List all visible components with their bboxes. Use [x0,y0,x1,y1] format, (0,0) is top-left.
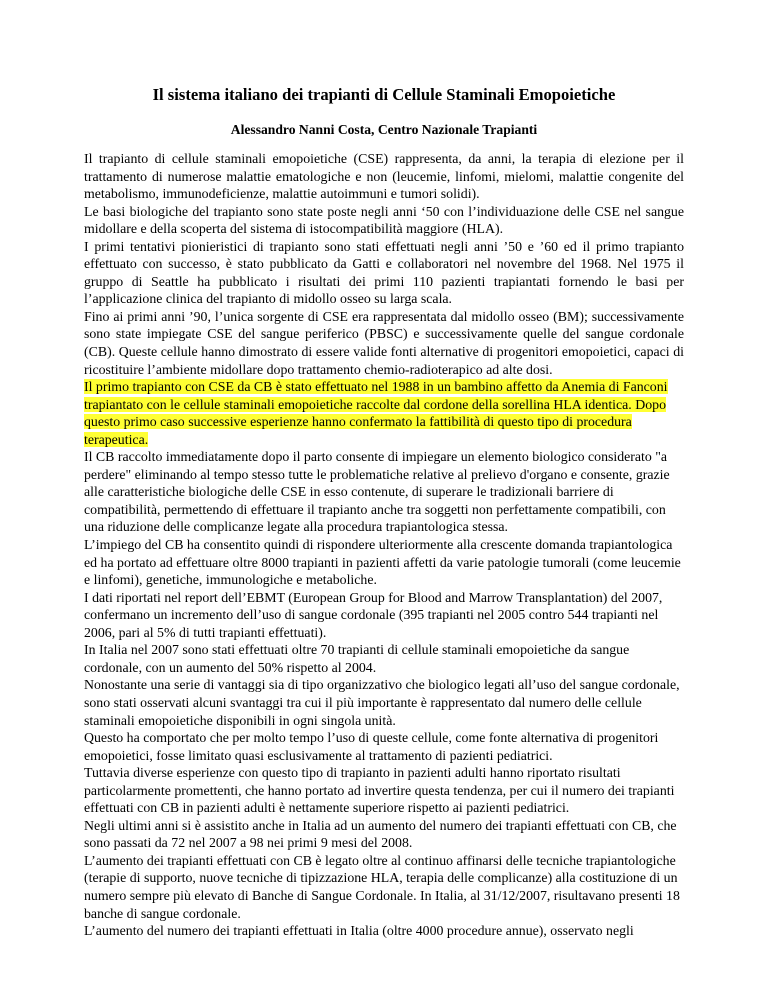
paragraph: I primi tentativi pionieristici di trapianto sono stati effettuati negli anni ’50 e ’60 ed il primo trapianto effettuato con successo, è stato pubblicato da Gatti e collaboratori nel novembre del 1968. Nel 1975 il gruppo di Seattle ha pubblicato i risultati dei primi 110 pazienti trapiantati fornendo le basi per l’applicazione clinica del trapianto di midollo osseo su larga scala. [84,238,684,307]
highlighted-paragraph [84,378,684,448]
document-body [84,150,684,940]
paragraph: I dati riportati nel report dell’EBMT (European Group for Blood and Marrow Transplantation) del 2007, confermano un incremento dell’uso di sangue cordonale (395 trapianti nel 2005 contro 544 trapianti nel 2006, pari al 5% di tutti trapianti effettuati). [84,589,663,640]
paragraph: L’impiego del CB ha consentito quindi di rispondere ulteriormente alla crescente domanda trapiantologica ed ha portato ad effettuare oltre 8000 trapianti in pazienti affetti da varie patologie tumorali (come leucemie e linfomi), genetiche, immunologiche e metaboliche. [84,537,681,588]
paragraph: Le basi biologiche del trapianto sono state poste negli anni ‘50 con l’individuazione delle CSE nel sangue midollare e della scoperta del sistema di istocompatibilità maggiore (HLA). [84,203,684,237]
paragraph: L’aumento del numero dei trapianti effettuati in Italia (oltre 4000 procedure annue), osservato negli [84,923,634,939]
paragraph: L’aumento dei trapianti effettuati con CB è legato oltre al continuo affinarsi delle tecniche trapiantologiche (terapie di supporto, nuove tecniche di tipizzazione HLA, terapia delle complicanze) alla costituzione di un numero sempre più elevato di Banche di Sangue Cordonale. In Italia, al 31/12/2007, risultavano presenti 18 banche di sangue cordonale. [84,852,680,921]
paragraph: Fino ai primi anni ’90, l’unica sorgente di CSE era rappresentata dal midollo osseo (BM); successivamente sono state impiegate CSE del sangue periferico (PBSC) e successivamente quelle del sangue cordonale (CB). Queste cellule hanno dimostrato di essere valide fonti alternative di progenitori emopoietici, capaci di ricostituire l’ambiente midollare dopo trattamento chemio-radioterapico ad alte dosi. [84,308,684,377]
paragraph: Tuttavia diverse esperienze con questo tipo di trapianto in pazienti adulti hanno riportato risultati particolarmente promettenti, che hanno portato ad invertire questa tendenza, per cui il numero dei trapianti effettuati con CB in pazienti adulti è nettamente superiore rispetto ai pazienti pediatrici. [84,765,675,816]
paragraph: In Italia nel 2007 sono stati effettuati oltre 70 trapianti di cellule staminali emopoietiche da sangue cordonale, con un aumento del 50% rispetto al 2004. [84,642,630,675]
document-title: Il sistema italiano dei trapianti di Cellule Staminali Emopoietiche [152,85,616,104]
paragraph: Il trapianto di cellule staminali emopoietiche (CSE) rappresenta, da anni, la terapia di elezione per il trattamento di numerose malattie ematologiche e non (leucemie, linfomi, mielomi, malattie congenite del metabolismo, immunodeficienze, malattie autoimmuni e tumori solidi). [84,151,684,202]
paragraph: Negli ultimi anni si è assistito anche in Italia ad un aumento del numero dei trapianti effettuati con CB, che sono passati da 72 nel 2007 a 98 nei primi 9 mesi del 2008. [84,817,677,851]
document-author: Alessandro Nanni Costa, Centro Nazionale Trapianti [230,122,538,137]
highlight-text: Il primo trapianto con CSE da CB è stato effettuato nel 1988 in un bambino affetto da Anemia di Fanconi trapiantato con le cellule staminali emopoietiche raccolte dal cordone della sorellina HLA identica. Dopo questo primo caso successive esperienze hanno confermato la fattibilità di questo tipo di procedura terapeutica. [84,379,668,447]
paragraph: Nonostante una serie di vantaggi sia di tipo organizzativo che biologico legati all’uso del sangue cordonale, sono stati osservati alcuni svantaggi tra cui il più importante è rappresentato dal numero delle cellule staminali emopoietiche disponibili in ogni singola unità. [84,677,680,728]
paragraph: Questo ha comportato che per molto tempo l’uso di queste cellule, come fonte alternativa di progenitori emopoietici, fosse limitato quasi esclusivamente al trattamento di pazienti pediatrici. [84,730,659,763]
paragraph: Il CB raccolto immediatamente dopo il parto consente di impiegare un elemento biologico considerato "a perdere" eliminando al tempo stesso tutte le problematiche relative al prelievo d'organo e consente, grazie alle caratteristiche biologiche delle CSE in esso contenute, di superare le tradizionali barriere di compatibilità, permettendo di effettuare il trapianto anche tra soggetti non perfettamente compatibili, con una riduzione delle complicanze legate alla procedura trapiantologica stessa. [84,449,670,535]
